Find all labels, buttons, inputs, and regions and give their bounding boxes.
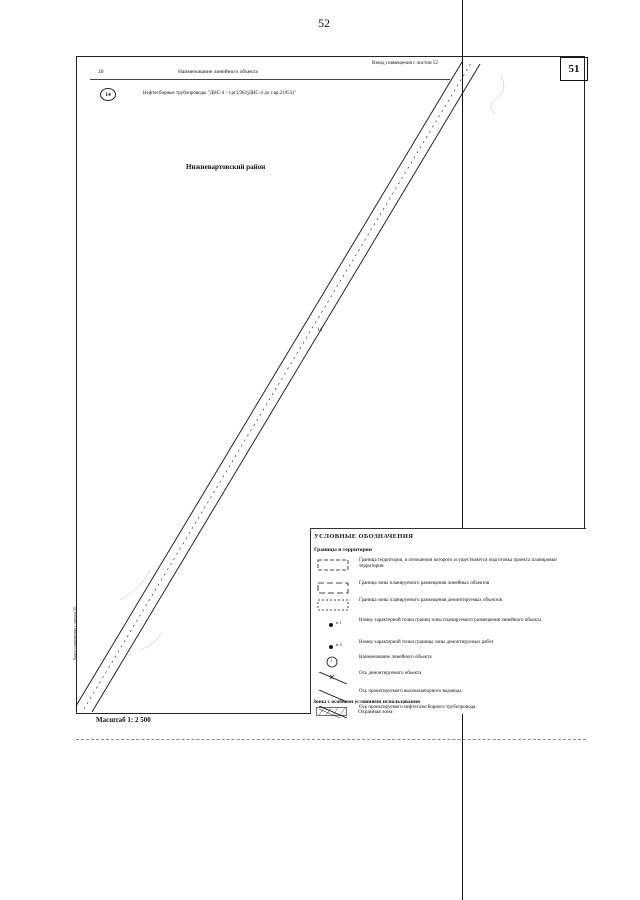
point-dot-icon (329, 645, 333, 649)
legend-item-label: Ось демонтируемого объекта (359, 671, 422, 676)
legend-section-heading: Границы и территории (314, 547, 372, 553)
legend-item-label: Ось проектируемого высоконапорного водовода (359, 689, 462, 694)
legend-item (311, 598, 587, 612)
circle-marker-icon (317, 656, 351, 668)
line-object-label: 14 (317, 328, 322, 333)
legend-zone-label: Охранная зона (358, 709, 393, 715)
legend-section-heading: Зоны с особыми условиями использования (313, 699, 420, 705)
legend (310, 528, 586, 714)
legend-item (311, 618, 587, 632)
dash-box-symbol (317, 559, 351, 571)
header-row-number: 20 (98, 69, 104, 75)
scale-label: Масштаб 1: 2 500 (96, 716, 151, 724)
legend-title: УСЛОВНЫЕ ОБОЗНАЧЕНИЯ (314, 533, 414, 540)
legend-item (311, 581, 587, 595)
side-note: Взвод совмещения с листом 50 (72, 607, 77, 660)
legend-item-label: Номер характерной точки границ зоны планируемого размещения линейного объекта (359, 618, 542, 623)
district-label: Нижневартовский район (186, 163, 266, 171)
hatch-zone-icon (316, 707, 348, 717)
object-marker-circle: 14 (100, 88, 116, 101)
legend-item (311, 640, 587, 654)
dash-box-symbol (317, 599, 351, 611)
legend-item-label: Наименование линейного объекта (359, 655, 432, 660)
legend-item-marker: 1 (330, 658, 333, 663)
header-column-title: Наименование линейного объекта (178, 69, 258, 75)
point-dot-icon (329, 623, 333, 627)
terrain-contour (140, 632, 162, 650)
terrain-contour (491, 75, 504, 114)
header-sheet-note: Взвод совмещения с листом 52 (372, 61, 438, 66)
legend-item (311, 671, 587, 685)
legend-item-label: Ось проектируемого нефтегазосборного трубопровода (359, 705, 476, 710)
object-marker-name: Нефтесборные трубопроводы "ДНС-4 - т.р(3,962)ДНС-4 до т.вр.21953)" (143, 91, 296, 96)
legend-item (311, 705, 587, 719)
bottom-dash-rule (76, 739, 586, 740)
sheet-number-badge: 51 (560, 57, 588, 81)
legend-item (311, 558, 587, 572)
legend-item-label: Граница зоны планируемого размещения демонтируемых объектов (359, 598, 503, 603)
legend-item-label: Номер характерной точки границы зоны демонтируемых работ (359, 640, 494, 645)
legend-item-label: Граница зоны планируемого размещения линейных объектов (359, 581, 490, 586)
page-number: 52 (318, 16, 330, 30)
legend-item-marker: н 3 (336, 642, 342, 647)
cross-line-icon (317, 672, 351, 684)
legend-item (311, 655, 587, 669)
terrain-contour (120, 570, 150, 600)
legend-item-marker: н 1 (336, 620, 342, 625)
dash-box-symbol (317, 582, 351, 594)
legend-item-label: Граница территории, в отношении которого осуществляется подготовка проекта планировки территории (359, 558, 557, 569)
